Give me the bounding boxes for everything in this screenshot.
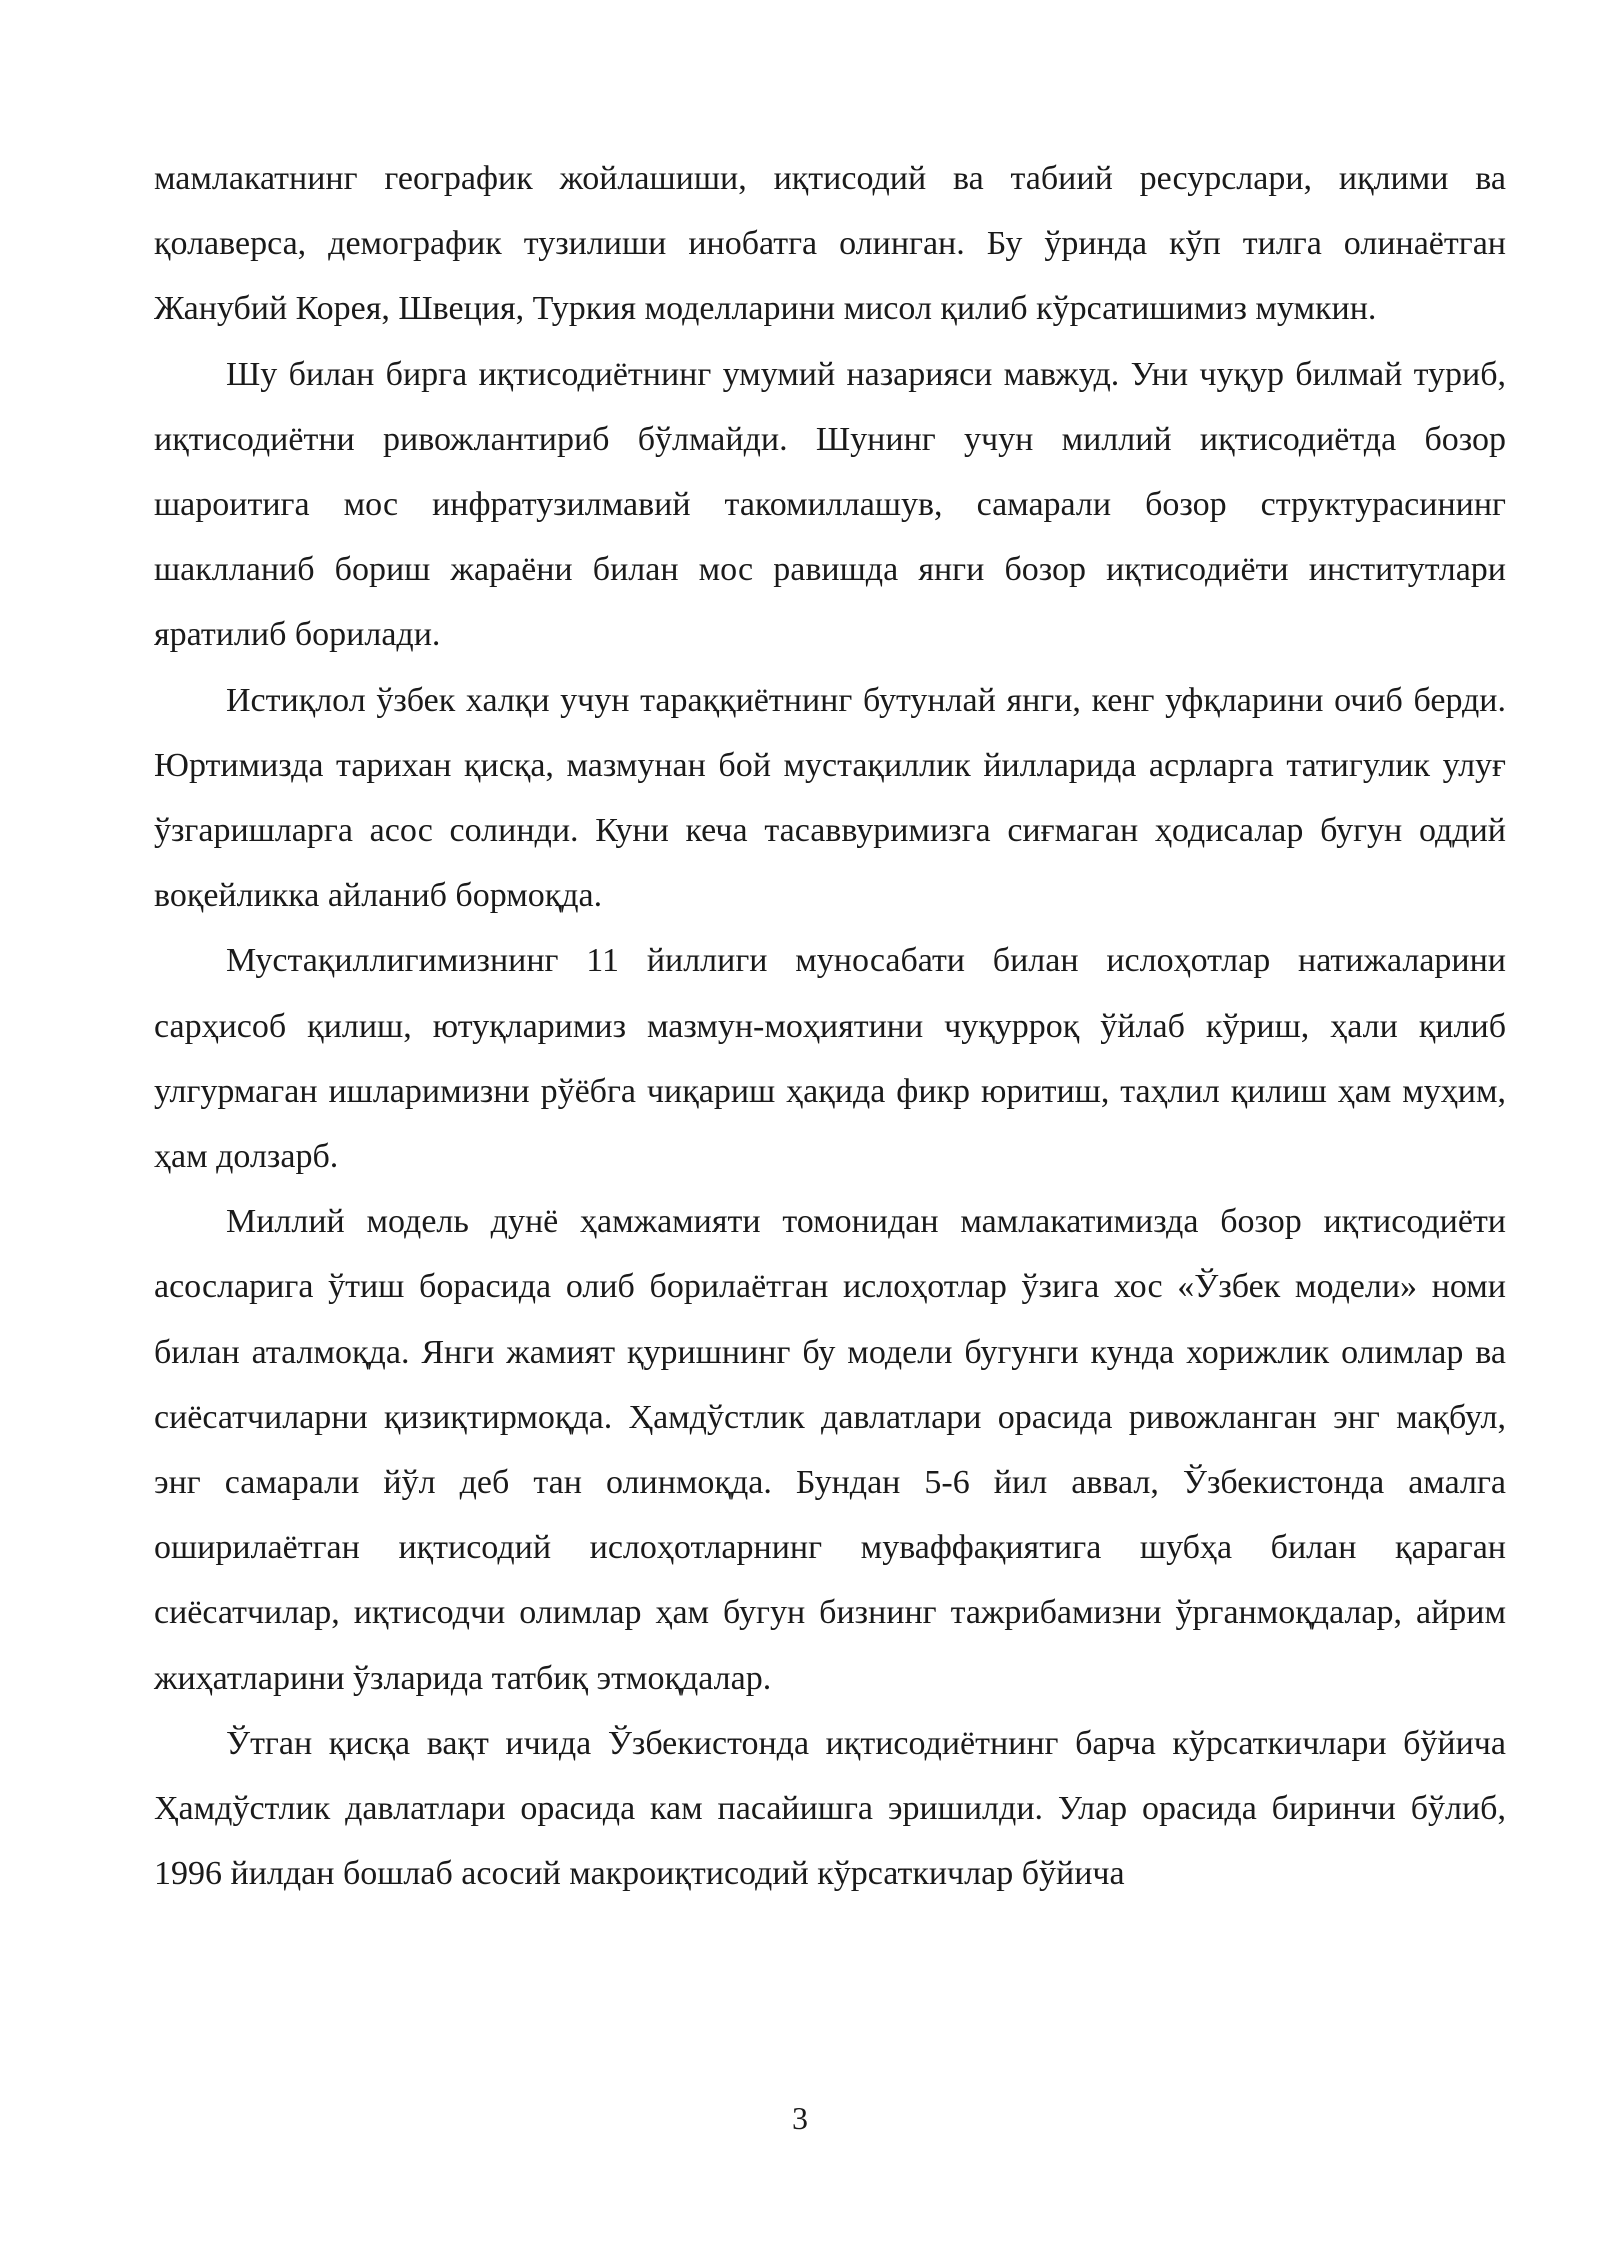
paragraph-economic-theory: Шу билан бирга иқтисодиётнинг умумий назарияси мавжуд. Уни чуқур билмай туриб, иқтисодиётни ривожлантириб бўлмайди. Шунинг учун миллий иқтисодиётда бозор шароитига мос инфратузилмавий такомиллашув, самарали бозор структурасининг шаклланиб бориш жараёни билан мос равишда янги бозор иқтисодиёти институтлари яратилиб борилади. (154, 355, 1506, 654)
body-text (154, 146, 1506, 1906)
paragraph-national-model: Миллий модель дунё ҳамжамияти томонидан мамлакатимизда бозор иқтисодиёти асосларига ўтиш борасида олиб борилаётган ислоҳотлар ўзига хос «Ўзбек модели» номи билан аталмоқда. Янги жамият қуришнинг бу модели бугунги кунда хорижлик олимлар ва сиёсатчиларни қизиқтирмоқда. Ҳамдўстлик давлатлари орасида ривожланган энг мақбул, энг самарали йўл деб тан олинмоқда. Бундан 5-6 йил аввал, Ўзбекистонда амалга оширилаётган иқтисодий ислоҳотларнинг муваффақиятига шубҳа билан қараган сиёсатчилар, иқтисодчи олимлар ҳам бугун бизнинг тажрибамизни ўрганмоқдалар, айрим жиҳатларини ўзларида татбиқ этмоқдалар. (154, 1203, 1506, 1697)
page-number: 3 (792, 2100, 808, 2136)
paragraph-indicators: Ўтган қисқа вақт ичида Ўзбекистонда иқтисодиётнинг барча кўрсаткичлари бўйича Ҳамдўстлик давлатлари орасида кам пасайишга эришилди. Улар орасида биринчи бўлиб, 1996 йилдан бошлаб асосий макроиқтисодий кўрсаткичлар бўйича (154, 1724, 1506, 1893)
paragraph-anniversary: Мустақиллигимизнинг 11 йиллиги муносабати билан ислоҳотлар натижаларини сарҳисоб қилиш, ютуқларимиз мазмун-моҳиятини чуқурроқ ўйлаб кўриш, ҳали қилиб улгурмаган ишларимизни рўёбга чиқариш ҳақида фикр юритиш, таҳлил қилиш ҳам муҳим, ҳам долзарб. (154, 942, 1506, 1176)
paragraph-independence: Истиқлол ўзбек халқи учун тараққиётнинг бутунлай янги, кенг уфқларини очиб берди. Юртимизда тарихан қисқа, мазмунан бой мустақиллик йилларида асрларга татигулик улуғ ўзгаришларга асос солинди. Куни кеча тасаввуримизга сиғмаган ҳодисалар бугун оддий воқейликка айланиб бормоқда. (154, 681, 1506, 915)
paragraph-continuation: мамлакатнинг географик жойлашиши, иқтисодий ва табиий ресурслари, иқлими ва қолаверса, демографик тузилиши инобатга олинган. Бу ўринда кўп тилга олинаётган Жанубий Корея, Швеция, Туркия моделларини мисол қилиб кўрсатишимиз мумкин. (154, 160, 1506, 328)
